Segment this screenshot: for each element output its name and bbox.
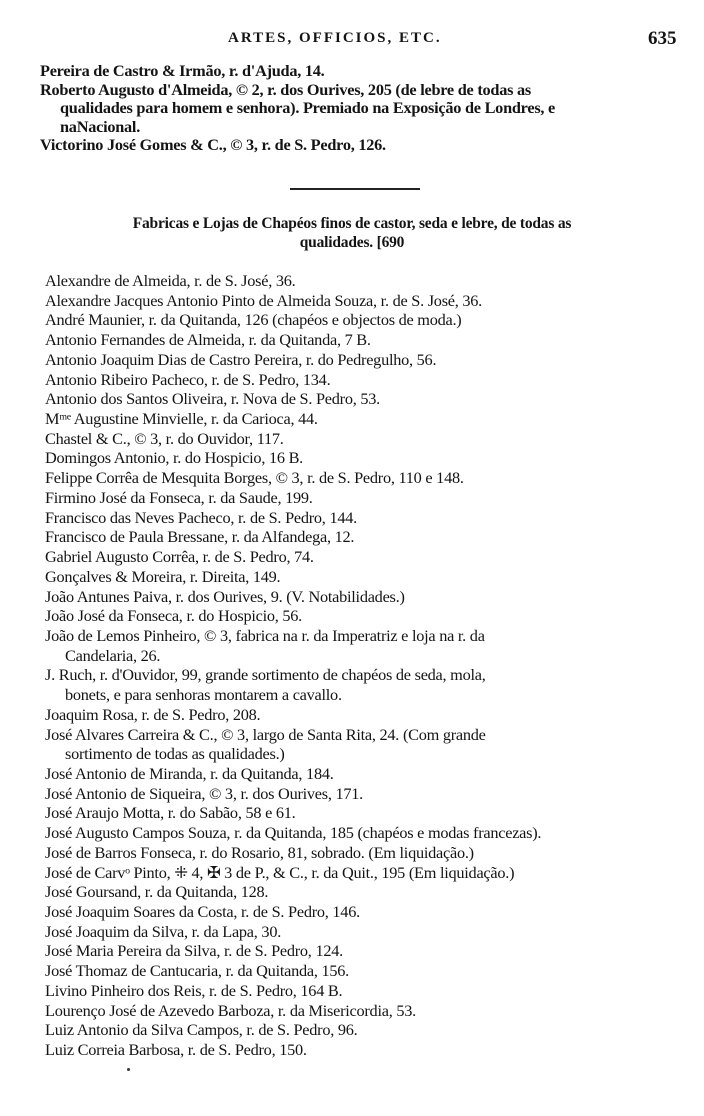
section-heading	[0, 214, 704, 252]
entry-line: Francisco das Neves Pacheco, r. de S. Pedro, 144.	[45, 507, 357, 527]
running-title: ARTES, OFFICIOS, ETC.	[228, 30, 442, 46]
entry-line: José Joaquim da Silva, r. da Lapa, 30.	[45, 921, 282, 941]
entry-line: José Goursand, r. da Quitanda, 128.	[45, 882, 269, 902]
entry-continuation-line: naNacional.	[60, 116, 141, 136]
section-divider	[290, 188, 420, 190]
entry-line: Roberto Augusto d'Almeida, © 2, r. dos Ourives, 205 (de lebre de todas as	[40, 79, 531, 99]
section-heading-line-2: qualidades. [690	[299, 234, 405, 251]
entry-line: André Maunier, r. da Quitanda, 126 (chapéos e objectos de moda.)	[45, 310, 462, 330]
entry-line: J. Ruch, r. d'Ouvidor, 99, grande sortimento de chapéos de seda, mola,	[45, 665, 486, 685]
running-header	[0, 30, 704, 52]
entry-line: Antonio Joaquim Dias de Castro Pereira, r. do Pedregulho, 56.	[45, 349, 437, 369]
entry-line: Antonio Ribeiro Pacheco, r. de S. Pedro, 134.	[45, 369, 331, 389]
entry-line: João José da Fonseca, r. do Hospicio, 56.	[45, 606, 302, 626]
entry-continuation-line: sortimento de todas as qualidades.)	[65, 744, 285, 764]
entry-line: Gabriel Augusto Corrêa, r. de S. Pedro, 74.	[45, 547, 314, 567]
section-heading-line-1: Fabricas e Lojas de Chapéos finos de castor, seda e lebre, de todas as	[132, 215, 572, 232]
entry-line: Francisco de Paula Bressane, r. da Alfandega, 12.	[45, 527, 355, 547]
entry-line: Alexandre de Almeida, r. de S. José, 36.	[45, 271, 296, 290]
entry-line: José de Carvᵒ Pinto, ⁜ 4, ✠ 3 de P., & C., r. da Quit., 195 (Em liquidação.)	[45, 862, 515, 882]
entry-line: José Antonio de Siqueira, © 3, r. dos Ourives, 171.	[45, 783, 363, 803]
entry-line: Chastel & C., © 3, r. do Ouvidor, 117.	[45, 428, 284, 448]
entry-continuation-line: Candelaria, 26.	[65, 645, 161, 665]
entry-line: João Antunes Paiva, r. dos Ourives, 9. (V. Notabilidades.)	[45, 586, 405, 606]
entry-continuation-line: bonets, e para senhoras montarem a cavallo.	[65, 685, 342, 705]
entry-line: Victorino José Gomes & C., © 3, r. de S. Pedro, 126.	[40, 135, 386, 154]
entry-line: Antonio dos Santos Oliveira, r. Nova de S. Pedro, 53.	[45, 389, 380, 409]
entry-line: Domingos Antonio, r. do Hospicio, 16 B.	[45, 448, 303, 468]
entry-line: Lourenço José de Azevedo Barboza, r. da Misericordia, 53.	[45, 1000, 416, 1020]
entry-line: Antonio Fernandes de Almeida, r. da Quitanda, 7 B.	[45, 330, 371, 350]
entry-line: Alexandre Jacques Antonio Pinto de Almeida Souza, r. de S. José, 36.	[45, 290, 482, 310]
entry-line: João de Lemos Pinheiro, © 3, fabrica na r. da Imperatriz e loja na r. da	[45, 625, 485, 645]
entry-line: José Augusto Campos Souza, r. da Quitanda, 185 (chapéos e modas francezas).	[45, 823, 542, 843]
entry-line: Pereira de Castro & Irmão, r. d'Ajuda, 14.	[40, 61, 325, 80]
entry-line: José Alvares Carreira & C., © 3, largo de Santa Rita, 24. (Com grande	[45, 724, 486, 744]
entry-line: Felippe Corrêa de Mesquita Borges, © 3, r. de S. Pedro, 110 e 148.	[45, 468, 464, 488]
entry-line: Joaquim Rosa, r. de S. Pedro, 208.	[45, 704, 261, 724]
print-speck	[127, 1068, 130, 1071]
entry-line: José de Barros Fonseca, r. do Rosario, 81, sobrado. (Em liquidação.)	[45, 842, 474, 862]
entry-line: José Antonio de Miranda, r. da Quitanda, 184.	[45, 764, 334, 783]
entry-line: José Joaquim Soares da Costa, r. de S. Pedro, 146.	[45, 902, 360, 922]
entry-line: José Maria Pereira da Silva, r. de S. Pedro, 124.	[45, 941, 343, 961]
entry-line: José Araujo Motta, r. do Sabão, 58 e 61.	[45, 803, 296, 823]
entry-line: Gonçalves & Moreira, r. Direita, 149.	[45, 566, 281, 586]
entry-continuation-line: qualidades para homem e senhora). Premiado na Exposição de Londres, e	[60, 98, 556, 117]
entry-line: Firmino José da Fonseca, r. da Saude, 199.	[45, 487, 313, 507]
page-number: 635	[648, 28, 677, 49]
entry-line: Luiz Antonio da Silva Campos, r. de S. Pedro, 96.	[45, 1020, 358, 1040]
entry-line: Livino Pinheiro dos Reis, r. de S. Pedro, 164 B.	[45, 980, 343, 1000]
entry-line: Luiz Correia Barbosa, r. de S. Pedro, 150.	[45, 1040, 307, 1060]
entry-line: José Thomaz de Cantucaria, r. da Quitanda, 156.	[45, 961, 349, 981]
entry-line: Mᵐᵉ Augustine Minvielle, r. da Carioca, 44.	[45, 409, 318, 429]
